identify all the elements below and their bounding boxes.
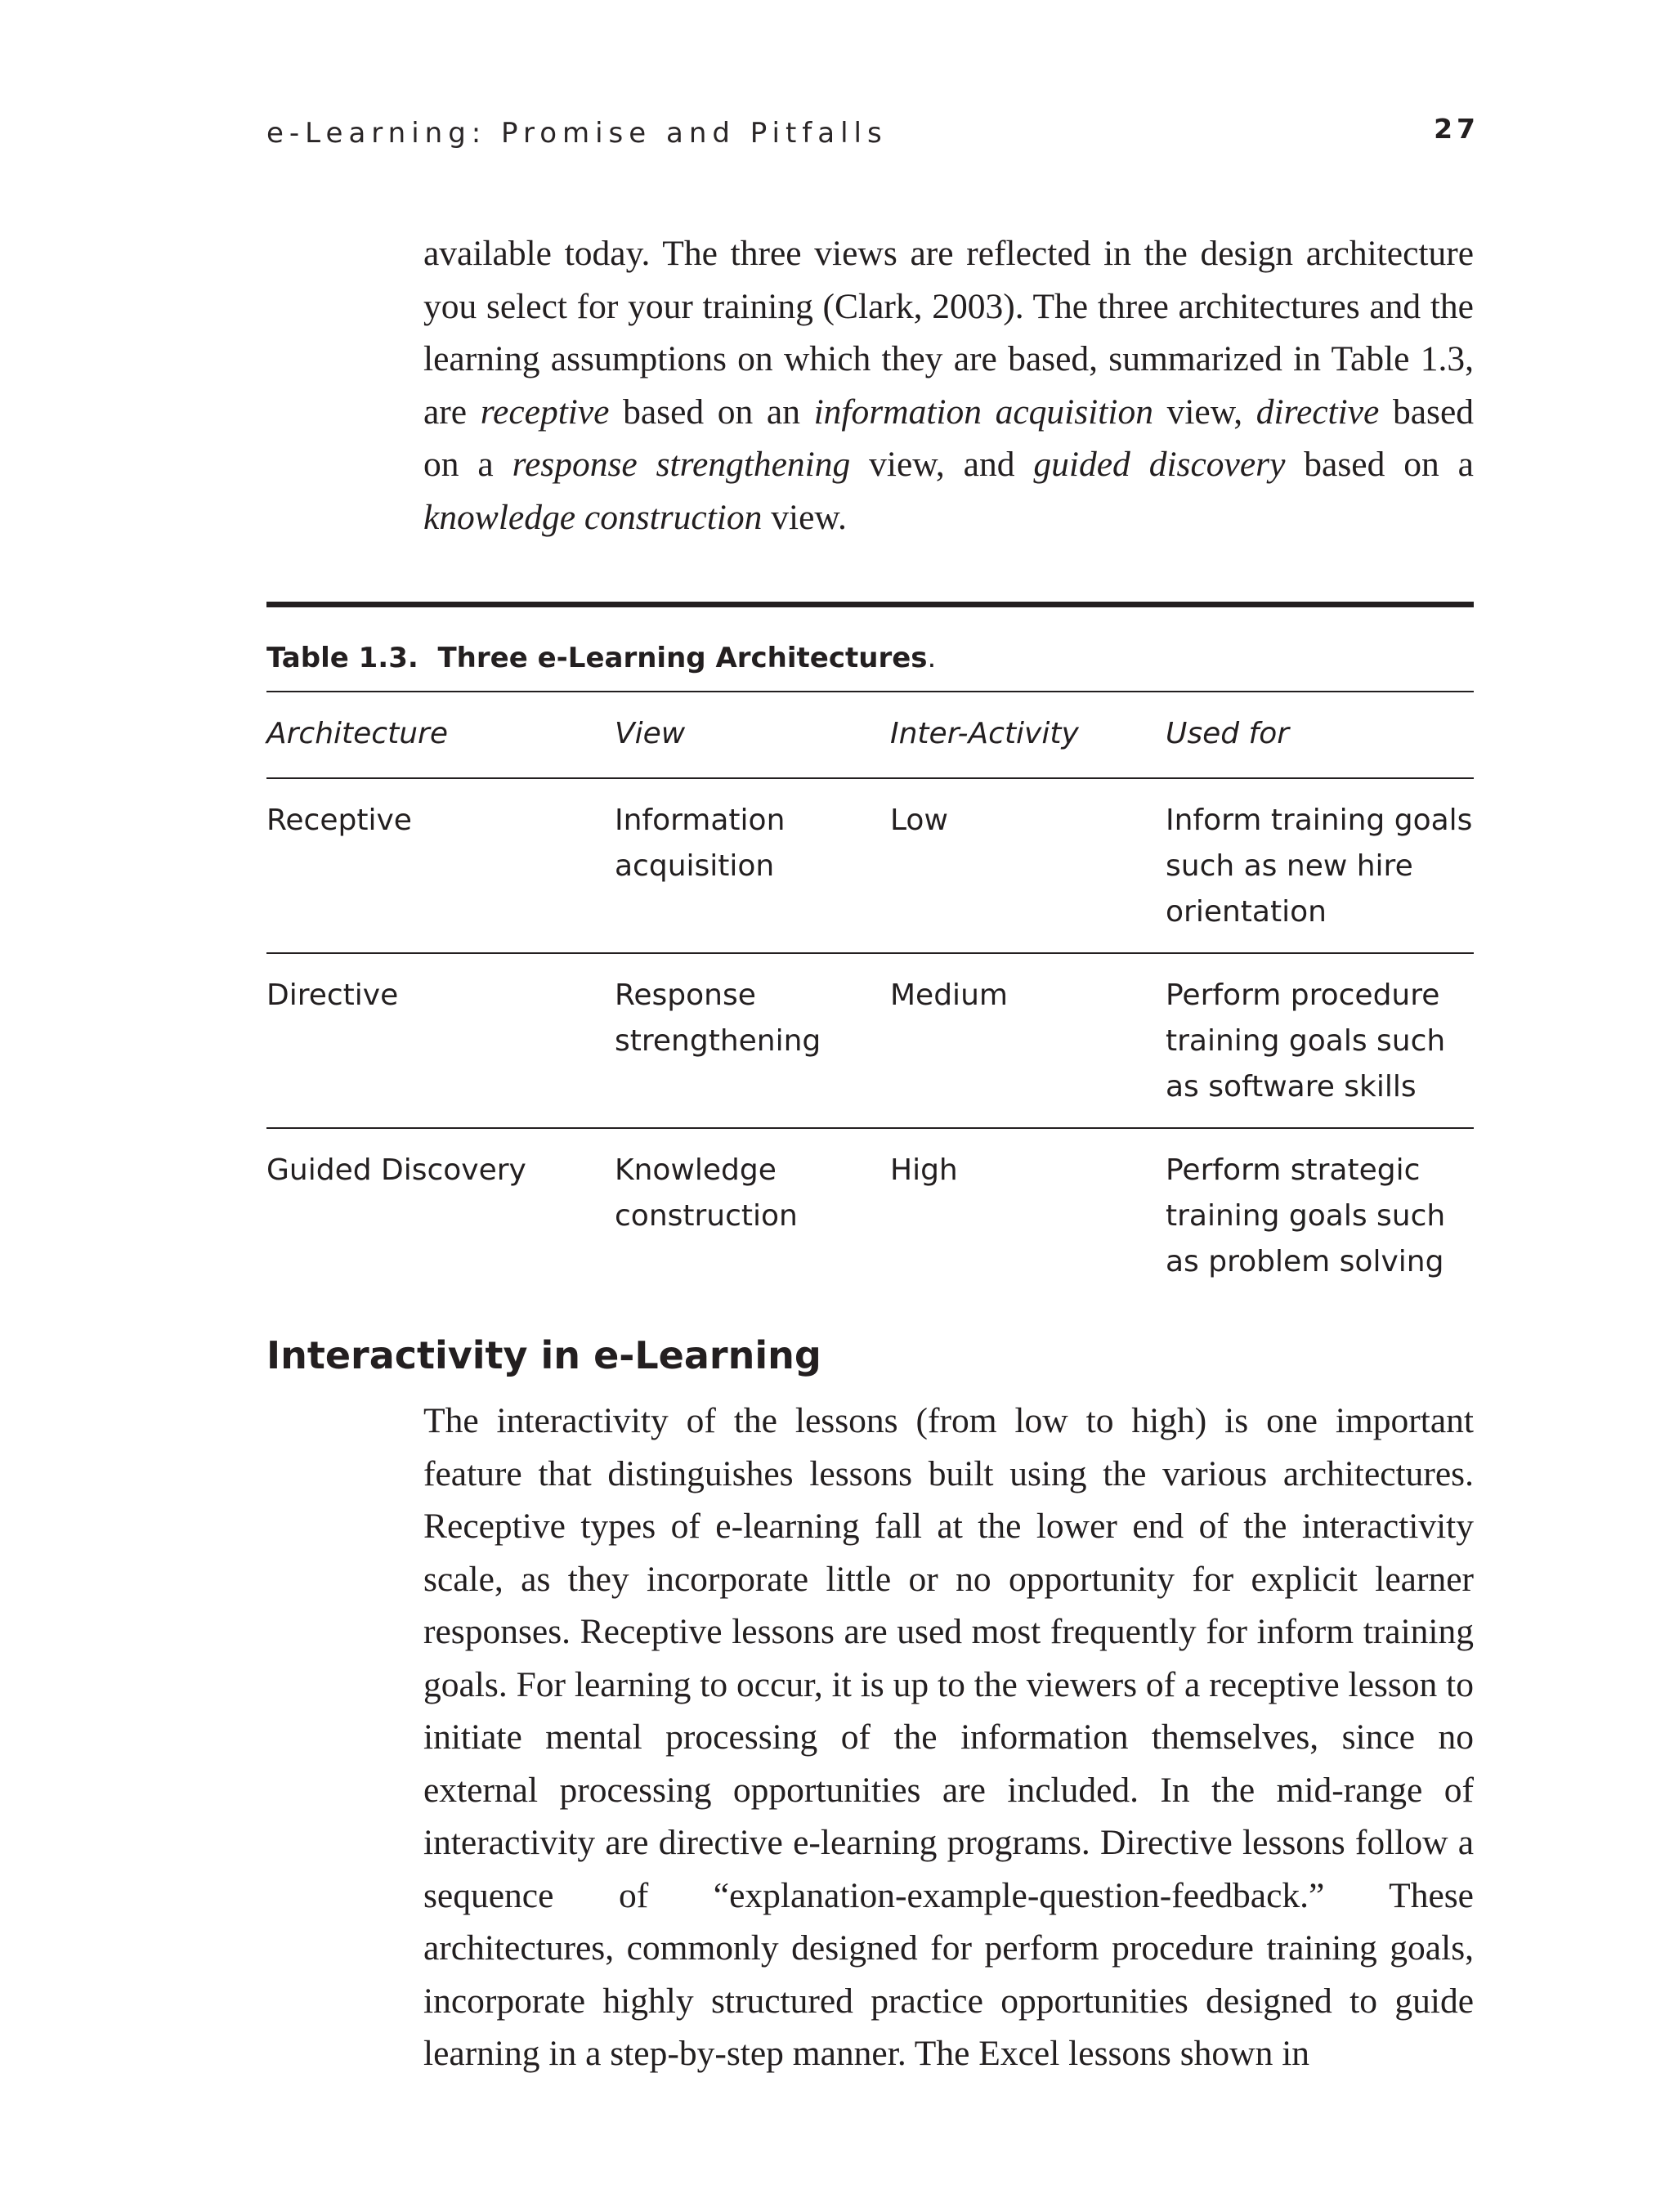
table-cell: Response strengthening <box>615 978 821 1058</box>
table-cell: Guided Discovery <box>266 1153 526 1187</box>
column-header-used-for: Used for <box>1166 717 1290 750</box>
table-cell: Medium <box>890 978 1008 1012</box>
table-cell: Knowledge construction <box>615 1153 798 1233</box>
para-emphasis: information acquisition <box>813 392 1153 432</box>
para-emphasis: receptive <box>480 392 610 432</box>
table-cell: Low <box>890 804 948 837</box>
table-caption-title: Three e-Learning Architectures <box>437 642 928 674</box>
para-text: based on a <box>1285 445 1474 484</box>
para-emphasis: guided discovery <box>1033 445 1286 484</box>
table-caption-label: Table 1.3. <box>266 642 418 674</box>
table-header-row <box>266 692 1474 777</box>
architectures-table <box>266 602 1474 1287</box>
column-header-inter-activity: Inter-Activity <box>890 717 1079 750</box>
section-paragraph: The interactivity of the lessons (from low to high) is one important feature that distinguishes lessons built using the various architectures. Receptive types of e-learning fall at the lower end of the interactivity scale, as they incorporate little or no opportunity for explicit learner responses. Receptive lessons are used most frequently for inform training goals. For learning to occur, it is up to the viewers of a receptive lesson to initiate mental processing of the information themselves, since no external processing opportunities are included. In the mid-range of interactivity are directive e-learning programs. Directive lessons follow a sequence of “explanation-example-question-feedback.” These architectures, commonly designed for perform procedure training goals, incorporate highly structured practice opportunities designed to guide learning in a step-by-step manner. The Excel lessons shown in <box>423 1401 1474 2073</box>
para-emphasis: knowledge construction <box>423 497 763 537</box>
column-header-view: View <box>615 717 686 750</box>
table-cell: Receptive <box>266 804 412 837</box>
para-text: view, and <box>850 445 1034 484</box>
table-cell: Perform strategic training goals such as problem solving <box>1166 1153 1446 1278</box>
table-row <box>266 954 1474 1127</box>
table-cell: Information acquisition <box>615 804 786 883</box>
column-header-architecture: Architecture <box>266 717 448 750</box>
table-caption-end: . <box>927 642 937 674</box>
table-row <box>266 779 1474 952</box>
table-top-rule <box>266 602 1474 607</box>
para-emphasis: response strengthening <box>512 445 851 484</box>
para-text: view. <box>762 497 847 537</box>
para-emphasis: directive <box>1256 392 1380 432</box>
page-number: 27 <box>1434 113 1479 145</box>
table-row <box>266 1129 1474 1287</box>
para-text: based on an <box>609 392 814 432</box>
para-text: available today. The three views are reflected in the design architecture you select for your training (Clark, 2003). The three architectures and the learning assumptions on which they are based, summarized in Table 1.3, are <box>423 234 1474 432</box>
table-cell: Perform procedure training goals such as software skills <box>1166 978 1446 1104</box>
table-cell: Directive <box>266 978 399 1012</box>
section-heading: Interactivity in e-Learning <box>266 1333 821 1377</box>
running-head: e-Learning: Promise and Pitfalls <box>266 117 888 150</box>
intro-paragraph <box>423 227 1474 544</box>
para-text: based on a <box>423 392 1475 484</box>
table-cell: Inform training goals such as new hire orientation <box>1166 804 1473 929</box>
table-caption <box>266 642 1474 691</box>
para-text: view, <box>1153 392 1256 432</box>
table-cell: High <box>890 1153 958 1187</box>
